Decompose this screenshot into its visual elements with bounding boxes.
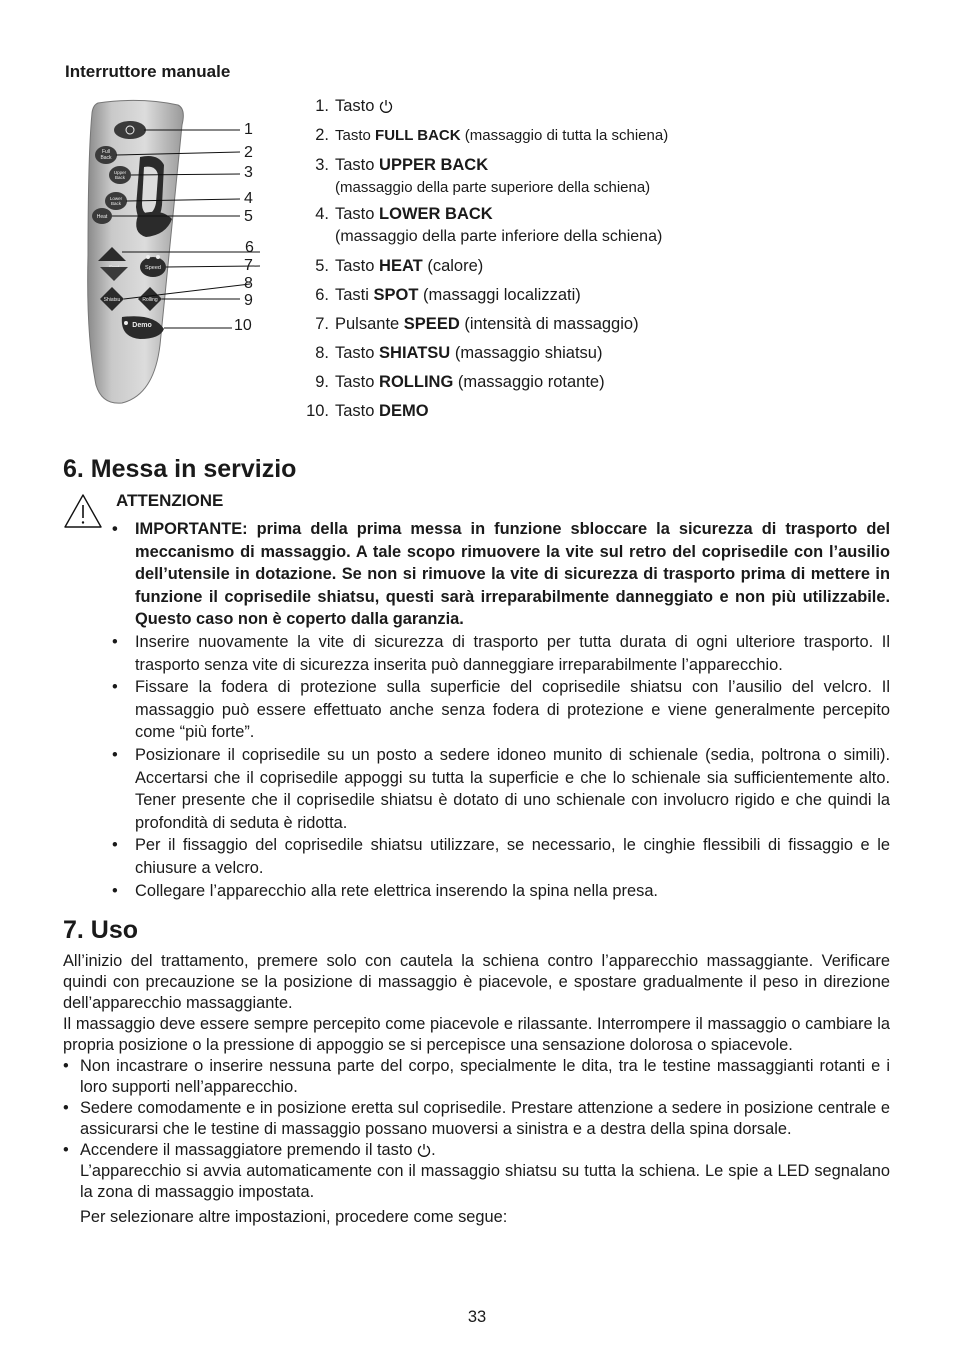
svg-text:Back: Back [110, 201, 122, 206]
svg-text:Full: Full [101, 149, 111, 155]
section-7-title: 7. Uso [63, 916, 139, 944]
warning-label: ATTENZIONE [116, 491, 224, 510]
legend-item: 3. Tasto UPPER BACK (massaggio della parte superiore della schiena) [315, 156, 651, 196]
power-icon [417, 1143, 431, 1157]
remote-power-button [114, 121, 146, 139]
callout-5: 5 [244, 208, 253, 225]
list-item: • Posizionare il coprisedile su un posto a sedere idoneo munito di schienale (sedia, poltrona o simili). Accertarsi che il coprisedile appoggi su tutta la superficie e che lo schienale sia sufficientemente alto. Tener presente che il coprisedile shiatsu è dotato di uno schienale con involucro rigido e che quindi la profondità di seduta è ridotta. [112, 745, 890, 832]
list-item: • Non incastrare o inserire nessuna parte del corpo, specialmente le dita, tra le testine massaggianti rotanti e i loro supporti nell’apparecchio. [63, 1057, 890, 1096]
callout-3: 3 [244, 164, 253, 181]
legend-item: 5. Tasto HEAT (calore) [315, 257, 484, 275]
svg-text:Lower: Lower [109, 196, 123, 201]
section-7-body [63, 951, 890, 1228]
list-item: • Sedere comodamente e in posizione eretta sul coprisedile. Prestare attenzione a sedere in posizione centrale e assicurarsi che le testine di massaggio possano muoversi a sinistra e a destra della spina dorsale. [63, 1099, 890, 1138]
callout-1: 1 [244, 121, 253, 138]
callout-10: 10 [234, 317, 252, 334]
svg-text:Shiatsu: Shiatsu [103, 297, 121, 303]
legend-item: 9. Tasto ROLLING (massaggio rotante) [315, 373, 605, 391]
list-item: • Per il fissaggio del coprisedile shiatsu utilizzare, se necessario, le cinghie flessibili di fissaggio e le chiusure a velcro. [112, 836, 890, 877]
warning-triangle-icon [63, 493, 103, 529]
button-legend [296, 92, 716, 426]
svg-text:Speed: Speed [145, 265, 161, 271]
legend-item: 10. Tasto DEMO [306, 402, 429, 420]
list-item: • IMPORTANTE: prima della prima messa in funzione sbloccare la sicurezza di trasporto del meccanismo di massaggio. A tale scopo rimuovere la vite sul retro del coprisedile con l’ausilio dell’utensile in dotazione. Se non si rimuove la vite di sicurezza di trasporto prima di mettere in funzione il coprisedile shiatsu, questi sarà irreparabilmente danneggiato e non più utilizzabile. Questo caso non è coperto dalla garanzia. [112, 520, 890, 629]
callout-7: 7 [244, 257, 253, 274]
legend-item: 2. Tasto FULL BACK (massaggio di tutta la schiena) [315, 126, 669, 144]
page-number: 33 [467, 1308, 487, 1326]
callout-6: 6 [245, 239, 254, 256]
list-item: • Accendere il massaggiatore premendo il tasto . L’apparecchio si avvia automaticamente con il massaggio shiatsu su tutta la schiena. Le spie a LED segnalano la zona di massaggio impostata. Per selezionare altre impostazioni, procedere come segue: [63, 1141, 890, 1226]
callout-4: 4 [244, 190, 253, 207]
paragraph: All’inizio del trattamento, premere solo con cautela la schiena contro l’apparecchio massaggiante. Verificare quindi con precauzione se la posizione di massaggio è piacevole, e spostare gradualmente il peso in direzione dell’apparecchio massaggiante. [63, 952, 890, 1012]
svg-text:Back: Back [114, 175, 126, 180]
remote-illustration [60, 95, 270, 415]
svg-text:Demo: Demo [132, 322, 152, 329]
callout-2: 2 [244, 144, 253, 161]
list-item: • Fissare la fodera di protezione sulla superficie del coprisedile shiatsu con l’ausilio del velcro. Il massaggio può essere effettuato anche senza fodera di protezione e viene generalmente percepito come “più forte”. [112, 678, 890, 742]
svg-text:Heat: Heat [96, 214, 108, 220]
svg-text:Back: Back [100, 155, 112, 161]
legend-item: 1. Tasto [296, 92, 716, 121]
legend-item: 4. Tasto LOWER BACK (massaggio della parte inferiore della schiena) [315, 205, 663, 245]
svg-text:Upper: Upper [113, 170, 127, 175]
remote-subheading: Interruttore manuale [65, 62, 231, 81]
list-item: • Inserire nuovamente la vite di sicurezza di trasporto per tutta durata di ogni ulteriore trasporto. Il trasporto senza vite di sicurezza inserita può danneggiare irreparabilmente l’apparecchio. [112, 632, 890, 674]
callout-8: 8 [244, 275, 253, 292]
power-icon [379, 99, 393, 113]
legend-item: 6. Tasti SPOT (massaggi localizzati) [315, 286, 581, 304]
legend-item: 7. Pulsante SPEED (intensità di massaggio) [315, 315, 639, 333]
paragraph: Il massaggio deve essere sempre percepito come piacevole e rilassante. Interrompere il massaggio o cambiare la propria posizione o la pressione di appoggio se si percepisce una sensazione dolorosa o spiacevole. [63, 1015, 890, 1054]
remote-control-drawing [60, 95, 270, 415]
section-6-title: 6. Messa in servizio [63, 455, 297, 483]
section-6-bullet-list [112, 518, 890, 902]
legend-item: 8. Tasto SHIATSU (massaggio shiatsu) [315, 344, 603, 362]
callout-9: 9 [244, 292, 253, 309]
list-item: • Collegare l’apparecchio alla rete elettrica inserendo la spina nella presa. [112, 881, 658, 900]
svg-text:Rolling: Rolling [142, 297, 158, 303]
